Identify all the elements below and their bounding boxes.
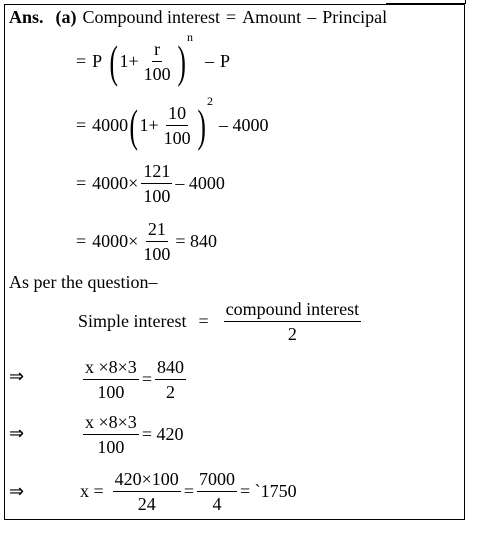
left-paren: (	[129, 99, 139, 151]
implies-arrow-icon: ⇒	[9, 366, 25, 387]
denominator: 100	[143, 64, 171, 84]
line-equation-1	[80, 356, 189, 403]
equals: =	[76, 231, 87, 251]
equals: =	[141, 369, 152, 389]
denominator: 4	[212, 494, 222, 514]
numerator: compound interest	[224, 298, 361, 322]
var-p: P	[92, 51, 103, 71]
text: Amount	[242, 7, 302, 27]
line-substitution	[76, 94, 269, 151]
text: Simple interest	[78, 311, 187, 331]
ans-label: Ans.	[9, 7, 44, 27]
fraction	[162, 102, 193, 149]
equals: =	[226, 7, 237, 27]
text: As per the question–	[9, 272, 158, 292]
fraction	[141, 160, 172, 207]
fraction	[142, 38, 173, 85]
equals: =	[76, 115, 87, 135]
numerator: 420×100	[113, 468, 181, 492]
right-paren: )	[177, 35, 186, 87]
numerator: 7000	[197, 468, 237, 492]
denominator: 24	[137, 494, 156, 514]
exponent: 2	[206, 94, 213, 108]
tail: = `1750	[239, 481, 297, 501]
line-formula	[76, 30, 230, 87]
equals: =	[183, 481, 194, 501]
line-solution	[80, 468, 297, 515]
part-label: (a)	[55, 7, 77, 27]
var-p: P	[219, 51, 230, 71]
right-paren: )	[197, 99, 206, 151]
equals: =	[76, 51, 87, 71]
numerator: x ×8×3	[83, 356, 139, 380]
equals: =	[76, 173, 87, 193]
tail: – 4000	[218, 115, 269, 135]
fraction	[141, 218, 172, 265]
value: 4000×	[92, 173, 139, 193]
denominator: 100	[143, 244, 171, 264]
line-as-per-question	[9, 272, 157, 293]
numerator: 840	[155, 356, 186, 380]
tail: = 420	[141, 424, 184, 444]
numerator: x ×8×3	[83, 411, 139, 435]
answer-box	[4, 4, 465, 520]
fraction	[155, 356, 186, 403]
denominator: 100	[97, 437, 125, 457]
one-plus: 1+	[119, 51, 139, 71]
numerator: r	[152, 38, 162, 62]
text: Principal	[322, 7, 388, 27]
fraction	[113, 468, 181, 515]
line-simplify	[76, 160, 225, 207]
text: Compound interest	[82, 7, 221, 27]
exponent: n	[186, 30, 193, 44]
var-x: x =	[80, 481, 104, 501]
tail: = 840	[175, 231, 217, 251]
fraction	[197, 468, 237, 515]
value: 4000×	[92, 231, 139, 251]
numerator: 121	[141, 160, 172, 184]
denominator: 100	[143, 186, 171, 206]
denominator: 100	[97, 382, 125, 402]
denominator: 100	[163, 128, 191, 148]
tail: – 4000	[175, 173, 225, 193]
line-compound-interest-def	[9, 7, 387, 28]
left-paren: (	[109, 35, 119, 87]
fraction	[83, 356, 139, 403]
denominator: 2	[287, 324, 297, 344]
line-result	[76, 218, 217, 265]
fraction	[83, 411, 139, 458]
line-equation-2	[80, 411, 183, 458]
minus: –	[204, 51, 214, 71]
numerator: 21	[146, 218, 168, 242]
fraction	[224, 298, 361, 345]
line-simple-interest	[78, 298, 364, 345]
implies-arrow-icon: ⇒	[9, 481, 25, 502]
implies-arrow-icon: ⇒	[9, 423, 25, 444]
value: 4000	[92, 115, 129, 135]
numerator: 10	[166, 102, 188, 126]
equals: =	[198, 311, 209, 331]
denominator: 2	[165, 382, 175, 402]
minus: –	[307, 7, 317, 27]
one-plus: 1+	[139, 115, 159, 135]
